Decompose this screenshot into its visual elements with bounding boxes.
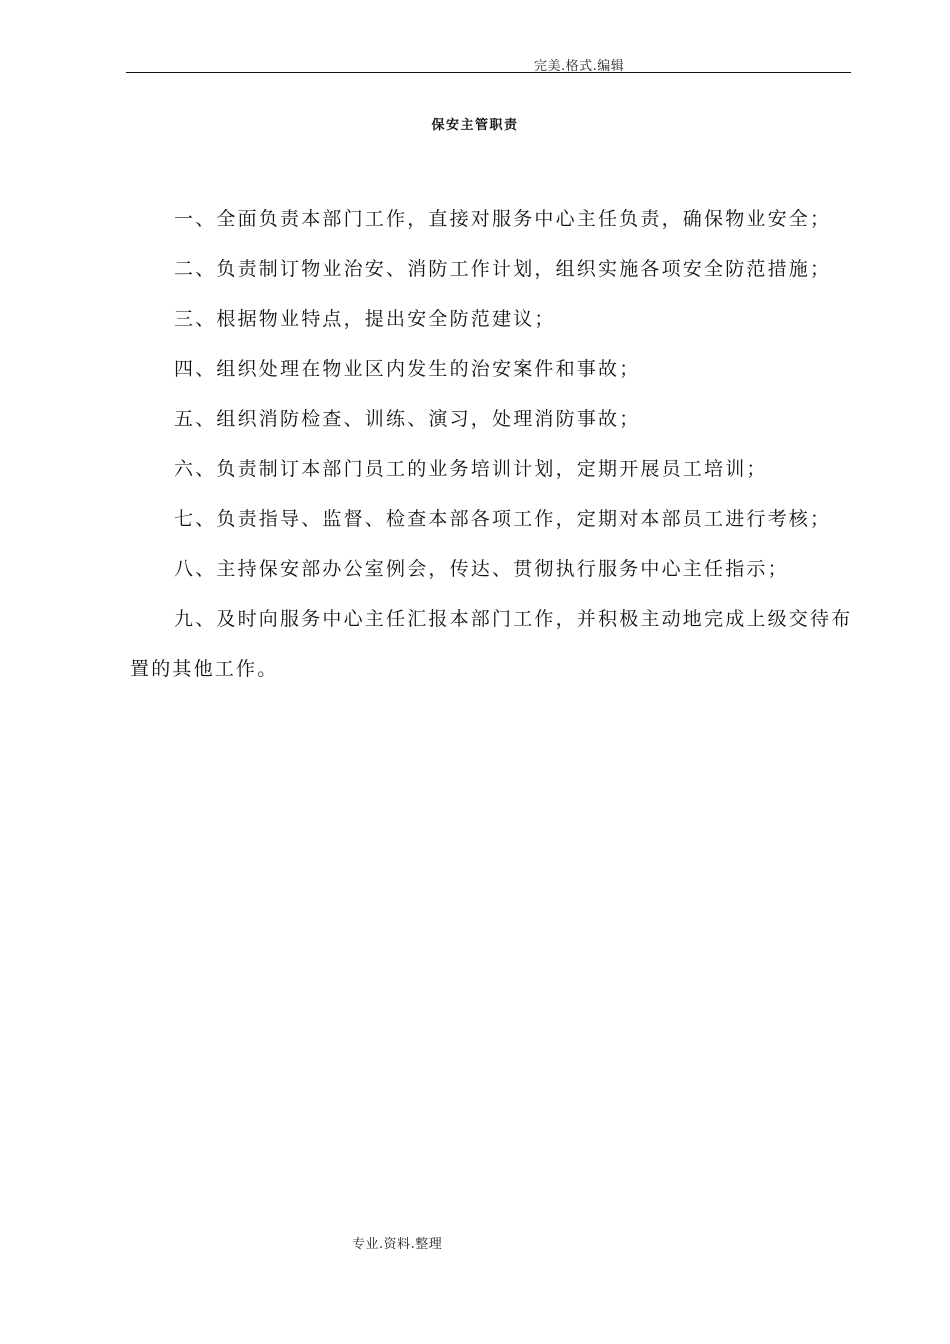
duty-item-2: 二、负责制订物业治安、消防工作计划，组织实施各项安全防范措施； [174,258,832,280]
page-header-text: 完美.格式.编辑 [534,59,625,74]
header-divider [126,72,851,73]
duty-item-6: 六、负责制订本部门员工的业务培训计划，定期开展员工培训； [174,458,768,480]
page-footer-text: 专业.资料.整理 [352,1237,443,1252]
duty-item-1: 一、全面负责本部门工作，直接对服务中心主任负责，确保物业安全； [174,208,832,230]
document-title: 保安主管职责 [431,118,519,133]
duty-list [130,194,854,694]
duty-item-9: 九、及时向服务中心主任汇报本部门工作，并积极主动地完成上级交待布置的其他工作。 [130,608,853,680]
duty-item-8: 八、主持保安部办公室例会，传达、贯彻执行服务中心主任指示； [174,558,789,580]
duty-item-7: 七、负责指导、监督、检查本部各项工作，定期对本部员工进行考核； [174,508,832,530]
duty-item-3: 三、根据物业特点，提出安全防范建议； [174,308,556,330]
duty-item-4: 四、组织处理在物业区内发生的治安案件和事故； [174,358,641,380]
duty-item-5: 五、组织消防检查、训练、演习，处理消防事故； [174,408,641,430]
